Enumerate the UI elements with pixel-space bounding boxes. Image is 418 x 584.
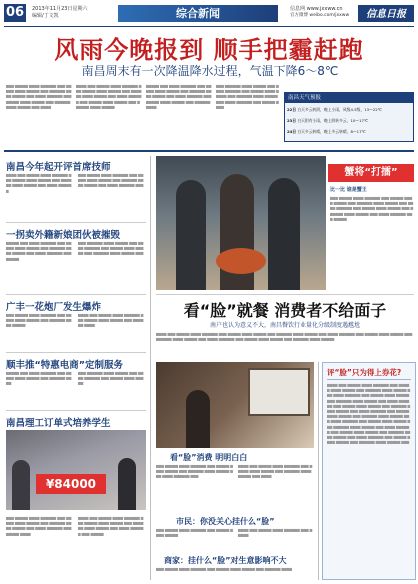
feature-body: ▆▆▆▆ ▆▆▆ ▆▆▆▆▆ ▆▆▆▆ ▆▆▆▆▆▆ ▆▆▆ ▆▆▆▆▆ ▆▆▆▆ ▆▆▆▆▆ ▆▆▆ ▆▆▆▆▆▆ ▆▆▆▆ ▆▆▆▆▆ ▆▆▆ ▆▆▆▆ [238, 464, 313, 479]
crab-icon [216, 248, 266, 274]
website-label: 信息网 www.jxxww.cn [290, 6, 343, 12]
section-title: 综合新闻 [176, 7, 220, 20]
website-url: www.jxxww.cn [306, 6, 343, 12]
person-silhouette [12, 460, 30, 510]
prize-banner: ¥84000 [36, 474, 106, 494]
lead-body-3: ▆▆▆▆▆ ▆▆▆ ▆▆▆▆ ▆▆▆▆▆▆ ▆▆▆ ▆▆▆▆▆ ▆▆▆▆ ▆▆▆▆▆ ▆▆▆ ▆▆▆▆▆▆ ▆▆▆▆ ▆▆▆▆▆ ▆▆▆ ▆▆▆▆ ▆▆▆▆▆▆ ▆▆▆ ▆▆▆▆▆ ▆▆▆▆ ▆▆▆▆▆ ▆▆▆ ▆▆▆▆▆▆ ▆▆▆▆ [146, 84, 212, 109]
commentary-divider [327, 379, 411, 380]
left-story-body: ▆▆▆▆▆ ▆▆▆ ▆▆▆▆ ▆▆▆▆▆▆ ▆▆▆ ▆▆▆▆▆ ▆▆▆▆ ▆▆▆▆▆ ▆▆▆ ▆▆▆▆▆▆ ▆▆▆▆ ▆▆▆▆▆ ▆▆▆ ▆▆▆▆ ▆▆▆▆▆▆ ▆▆▆ ▆▆▆▆▆ [6, 241, 72, 261]
weather-row-date: 22日 [287, 107, 297, 112]
paper-name: 信息日报 [358, 5, 414, 22]
classroom-photo [6, 430, 146, 510]
editor: 编辑/丁文凯 [32, 13, 59, 19]
person-silhouette [186, 390, 210, 448]
left-story-body: ▆▆▆ ▆▆▆▆▆ ▆▆▆▆ ▆▆▆▆▆▆ ▆▆▆ ▆▆▆▆▆ ▆▆▆▆ ▆▆▆▆▆ ▆▆▆ ▆▆▆▆▆▆ ▆▆▆▆ ▆▆▆▆▆ ▆▆▆ ▆▆▆▆ ▆▆▆▆▆▆ ▆▆▆ [78, 173, 144, 188]
lead-subhead: 南昌周末有一次降温降水过程，气温下降6～8℃ [81, 64, 339, 78]
left-story-body: ▆▆▆▆ ▆▆▆ ▆▆▆▆▆ ▆▆▆▆ ▆▆▆▆▆▆ ▆▆▆ ▆▆▆▆▆ ▆▆▆▆ ▆▆▆▆▆ ▆▆▆ ▆▆▆▆▆▆ ▆▆▆▆ ▆▆▆▆▆ ▆▆▆ ▆▆▆▆ ▆▆▆▆▆▆ ▆▆▆ ▆▆▆▆▆ [78, 516, 144, 536]
left-story-body: ▆▆▆ ▆▆▆▆▆ ▆▆▆▆ ▆▆▆▆▆▆ ▆▆▆ ▆▆▆▆▆ ▆▆▆▆ ▆▆▆▆▆ ▆▆▆ ▆▆▆▆▆▆ ▆▆▆▆ ▆▆▆▆▆ ▆▆▆ ▆▆▆▆ ▆▆▆▆▆▆ ▆▆▆ ▆▆▆▆▆ ▆▆▆▆ [6, 516, 72, 536]
left-story-headline: 南昌今年起开评首席技师 [6, 162, 111, 173]
left-story-body: ▆▆▆▆ ▆▆▆ ▆▆▆▆▆ ▆▆▆▆ ▆▆▆▆▆▆ ▆▆▆ ▆▆▆▆▆ ▆▆▆▆ ▆▆▆▆▆ ▆▆▆ ▆▆▆▆▆▆ ▆▆▆▆ ▆▆▆▆▆ ▆▆▆ ▆▆▆▆ ▆▆▆▆▆▆ [6, 173, 72, 193]
weather-row-date: 24日 [287, 129, 297, 134]
person-silhouette [268, 178, 300, 290]
person-silhouette [176, 180, 206, 290]
restaurant-photo [156, 362, 314, 448]
left-story-body: ▆▆▆ ▆▆▆▆▆▆ ▆▆▆▆ ▆▆▆▆▆ ▆▆▆ ▆▆▆▆ ▆▆▆▆▆▆ ▆▆▆ ▆▆▆▆▆ ▆▆▆▆ ▆▆▆▆▆ ▆▆▆ ▆▆▆▆▆▆ ▆▆▆▆ ▆▆▆▆▆ ▆▆▆ [78, 241, 144, 256]
feature-subhead: 南户也认为意义不大，南昌餐饮行业量化分级制度遇尴尬 [209, 322, 360, 329]
crab-body: ▆▆▆ ▆▆▆▆▆ ▆▆▆▆ ▆▆▆▆▆▆ ▆▆▆ ▆▆▆▆▆ ▆▆▆▆ ▆▆▆▆▆ ▆▆▆ ▆▆▆▆▆▆ ▆▆▆▆ ▆▆▆▆▆ ▆▆▆ ▆▆▆▆ ▆▆▆▆▆▆ ▆▆▆ ▆▆▆▆▆ ▆▆▆▆ ▆▆▆▆▆ ▆▆▆ ▆▆▆▆▆▆ ▆▆▆▆ ▆▆▆▆▆ ▆▆▆ ▆▆▆▆ ▆▆▆▆▆▆ ▆▆▆ ▆▆▆▆▆ [330, 196, 414, 221]
weather-row-text: 白天阴有小雨，晚上阴转多云，10～17℃ [297, 118, 369, 123]
left-story-headline: 顺丰推“特惠电商”定制服务 [6, 360, 123, 371]
weather-row [287, 129, 411, 135]
window-frame [248, 368, 310, 416]
left-story-headline: 南昌理工订单式培养学生 [6, 418, 111, 429]
feature-substory-2-headline: 市民：你没关心挂什么“脸” [176, 517, 275, 526]
commentary-box [322, 362, 416, 580]
crab-badge: 蟹将“打擂” [328, 164, 414, 182]
left-story-body: ▆▆▆ ▆▆▆▆▆ ▆▆▆▆ ▆▆▆▆▆▆ ▆▆▆ ▆▆▆▆▆ ▆▆▆▆ ▆▆▆▆▆ ▆▆▆ ▆▆▆▆▆▆ ▆▆▆▆ ▆▆▆▆▆ [6, 313, 72, 328]
commentary-body: ▆▆▆▆ ▆▆▆ ▆▆▆▆▆ ▆▆▆▆ ▆▆▆▆▆▆ ▆▆▆ ▆▆▆▆▆ ▆▆▆▆ ▆▆▆▆▆ ▆▆▆ ▆▆▆▆▆▆ ▆▆▆▆ ▆▆▆▆▆ ▆▆▆ ▆▆▆▆ ▆▆▆▆▆▆ ▆▆▆ ▆▆▆▆▆ ▆▆▆▆ ▆▆▆▆▆ ▆▆▆ ▆▆▆▆▆▆ ▆▆▆▆ ▆▆▆▆▆ ▆▆▆ ▆▆▆▆ ▆▆▆▆▆▆ ▆▆▆ ▆▆▆▆▆ ▆▆▆▆ ▆▆▆▆▆ ▆▆▆ ▆▆▆▆▆▆ ▆▆▆▆ ▆▆▆▆▆ ▆▆▆ ▆▆▆▆ ▆▆▆▆▆▆ ▆▆▆ ▆▆▆▆▆ ▆▆▆▆ ▆▆▆▆▆ ▆▆▆ ▆▆▆▆▆▆ ▆▆▆▆ ▆▆▆▆▆ ▆▆▆ ▆▆▆▆ ▆▆▆▆▆▆ ▆▆▆ ▆▆▆▆▆ ▆▆▆▆ ▆▆▆▆▆ ▆▆▆ ▆▆▆▆▆▆ ▆▆▆▆ ▆▆▆▆▆ ▆▆▆ ▆▆▆▆ ▆▆▆▆▆▆ ▆▆▆ ▆▆▆▆▆ ▆▆▆▆ ▆▆▆▆▆ ▆▆▆ ▆▆▆▆▆▆ ▆▆▆▆ ▆▆▆▆▆ ▆▆▆ ▆▆▆▆ ▆▆▆▆▆▆ ▆▆▆ ▆▆▆▆▆ ▆▆▆▆ ▆▆▆▆▆ ▆▆▆ ▆▆▆▆▆▆ ▆▆▆▆ ▆▆▆▆▆ ▆▆▆ [327, 383, 411, 445]
feature-body: ▆▆▆▆ ▆▆▆ ▆▆▆▆▆ ▆▆▆▆ ▆▆▆▆▆▆ ▆▆▆ ▆▆▆▆▆ [238, 528, 313, 538]
left-story-body: ▆▆▆▆▆ ▆▆▆ ▆▆▆▆ ▆▆▆▆▆▆ ▆▆▆ ▆▆▆▆▆ ▆▆▆▆ ▆▆▆▆▆ ▆▆▆ ▆▆▆▆▆▆ ▆▆▆▆ [6, 371, 72, 386]
issue-date: 2013年11月23日星期六 [32, 6, 88, 12]
commentary-headline: 评“脸”只为得上券花? [327, 368, 402, 377]
lead-headline: 风雨今晚报到 顺手把霾赶跑 [54, 36, 364, 64]
feature-intro: ▆▆▆▆ ▆▆▆ ▆▆▆▆▆ ▆▆▆▆ ▆▆▆▆▆▆ ▆▆▆ ▆▆▆▆▆ ▆▆▆▆ ▆▆▆▆▆ ▆▆▆ ▆▆▆▆▆▆ ▆▆▆▆ ▆▆▆▆▆ ▆▆▆ ▆▆▆▆ ▆▆▆▆▆▆ ▆▆▆ ▆▆▆▆▆ ▆▆▆▆ ▆▆▆▆▆ ▆▆▆ ▆▆▆▆▆▆ ▆▆▆▆ ▆▆▆▆▆ ▆▆▆ ▆▆▆▆ ▆▆▆▆▆▆ ▆▆▆ ▆▆▆▆▆ ▆▆▆▆ ▆▆▆▆▆ ▆▆▆ ▆▆▆▆▆▆ ▆▆▆▆ ▆▆▆▆▆ [156, 332, 413, 342]
weather-table-title: 南昌天气预报 [285, 93, 413, 103]
page-number: 06 [5, 5, 25, 20]
person-silhouette [118, 458, 136, 510]
lead-body-4: ▆▆▆ ▆▆▆▆▆▆ ▆▆▆▆ ▆▆▆▆▆ ▆▆▆ ▆▆▆▆ ▆▆▆▆▆▆ ▆▆▆ ▆▆▆▆▆ ▆▆▆▆ ▆▆▆▆▆ ▆▆▆ ▆▆▆▆▆▆ ▆▆▆▆ ▆▆▆▆▆ ▆▆▆ ▆▆▆▆ ▆▆▆▆▆▆ ▆▆▆ ▆▆▆▆▆ ▆▆▆▆ [216, 84, 279, 109]
weather-row-text: 白天多云转阴，晚上小雨，风级4-5级，13～22℃ [297, 107, 382, 112]
weather-row-text: 白天多云转晴，晚上多云转晴，8～17℃ [297, 129, 366, 134]
lead-body-1: ▆▆▆ ▆▆▆▆▆ ▆▆▆▆ ▆▆▆▆▆▆ ▆▆▆ ▆▆▆▆▆ ▆▆▆▆ ▆▆▆▆▆ ▆▆▆ ▆▆▆▆▆▆ ▆▆▆▆ ▆▆▆▆▆ ▆▆▆ ▆▆▆▆ ▆▆▆▆▆▆ ▆▆▆ ▆▆▆▆▆ ▆▆▆▆ ▆▆▆▆▆ ▆▆▆ ▆▆▆▆▆▆ ▆▆▆▆ ▆▆▆▆▆ ▆▆▆ ▆▆▆▆ [6, 84, 72, 109]
weather-table [284, 92, 414, 142]
crab-photo [156, 156, 326, 290]
feature-body: ▆▆▆ ▆▆▆▆▆ ▆▆▆▆ ▆▆▆▆▆▆ ▆▆▆ ▆▆▆▆▆ ▆▆▆▆ ▆▆▆▆▆ [156, 528, 233, 538]
left-story-body: ▆▆▆▆ ▆▆▆ ▆▆▆▆▆ ▆▆▆▆ ▆▆▆▆▆▆ ▆▆▆ ▆▆▆▆▆ ▆▆▆▆ ▆▆▆▆▆ ▆▆▆ ▆▆▆▆▆▆ ▆▆▆▆ [78, 313, 144, 328]
weather-row [287, 107, 411, 113]
left-story-headline: 广丰一花炮厂发生爆炸 [6, 302, 102, 313]
weather-row [287, 118, 411, 124]
weibo-label: 官方微博 weibo.com/jxxww [290, 13, 350, 18]
weather-row-date: 23日 [287, 118, 297, 123]
masthead [0, 0, 418, 28]
feature-substory-3-headline: 商家：挂什么“脸”对生意影响不大 [164, 556, 287, 565]
feature-substory-1-headline: 看“脸”消费 明明白白 [170, 453, 248, 462]
lead-body-2: ▆▆▆▆ ▆▆▆ ▆▆▆▆▆ ▆▆▆▆ ▆▆▆▆▆▆ ▆▆▆ ▆▆▆▆▆ ▆▆▆▆ ▆▆▆▆▆ ▆▆▆ ▆▆▆▆▆▆ ▆▆▆▆ ▆▆▆▆▆ ▆▆▆ ▆▆▆▆ ▆▆▆▆▆▆ ▆▆▆ ▆▆▆▆▆ ▆▆▆▆ ▆▆▆▆▆ ▆▆▆ ▆▆▆▆▆▆ ▆▆▆▆ ▆▆▆▆▆ [76, 84, 142, 109]
feature-body: ▆▆▆ ▆▆▆▆▆ ▆▆▆▆ ▆▆▆▆▆▆ ▆▆▆ ▆▆▆▆▆ ▆▆▆▆ ▆▆▆▆▆ ▆▆▆ ▆▆▆▆▆▆ ▆▆▆▆ [156, 567, 292, 571]
left-story-body: ▆▆▆ ▆▆▆▆▆▆ ▆▆▆▆ ▆▆▆▆▆ ▆▆▆ ▆▆▆▆ ▆▆▆▆▆▆ ▆▆▆ ▆▆▆▆▆ ▆▆▆▆ ▆▆▆▆▆ [78, 371, 144, 386]
feature-headline: 看“脸”就餐 消费者不给面子 [183, 301, 387, 320]
left-story-headline: 一拐卖外籍新娘团伙被摧毁 [6, 230, 121, 241]
feature-body: ▆▆▆ ▆▆▆▆▆ ▆▆▆▆ ▆▆▆▆▆▆ ▆▆▆ ▆▆▆▆▆ ▆▆▆▆ ▆▆▆▆▆ ▆▆▆ ▆▆▆▆▆▆ ▆▆▆▆ ▆▆▆▆▆ ▆▆▆ ▆▆▆▆ ▆▆▆▆▆▆ ▆▆▆ [156, 464, 233, 479]
crab-kicker: 比一比 谁是蟹王 [330, 187, 367, 193]
